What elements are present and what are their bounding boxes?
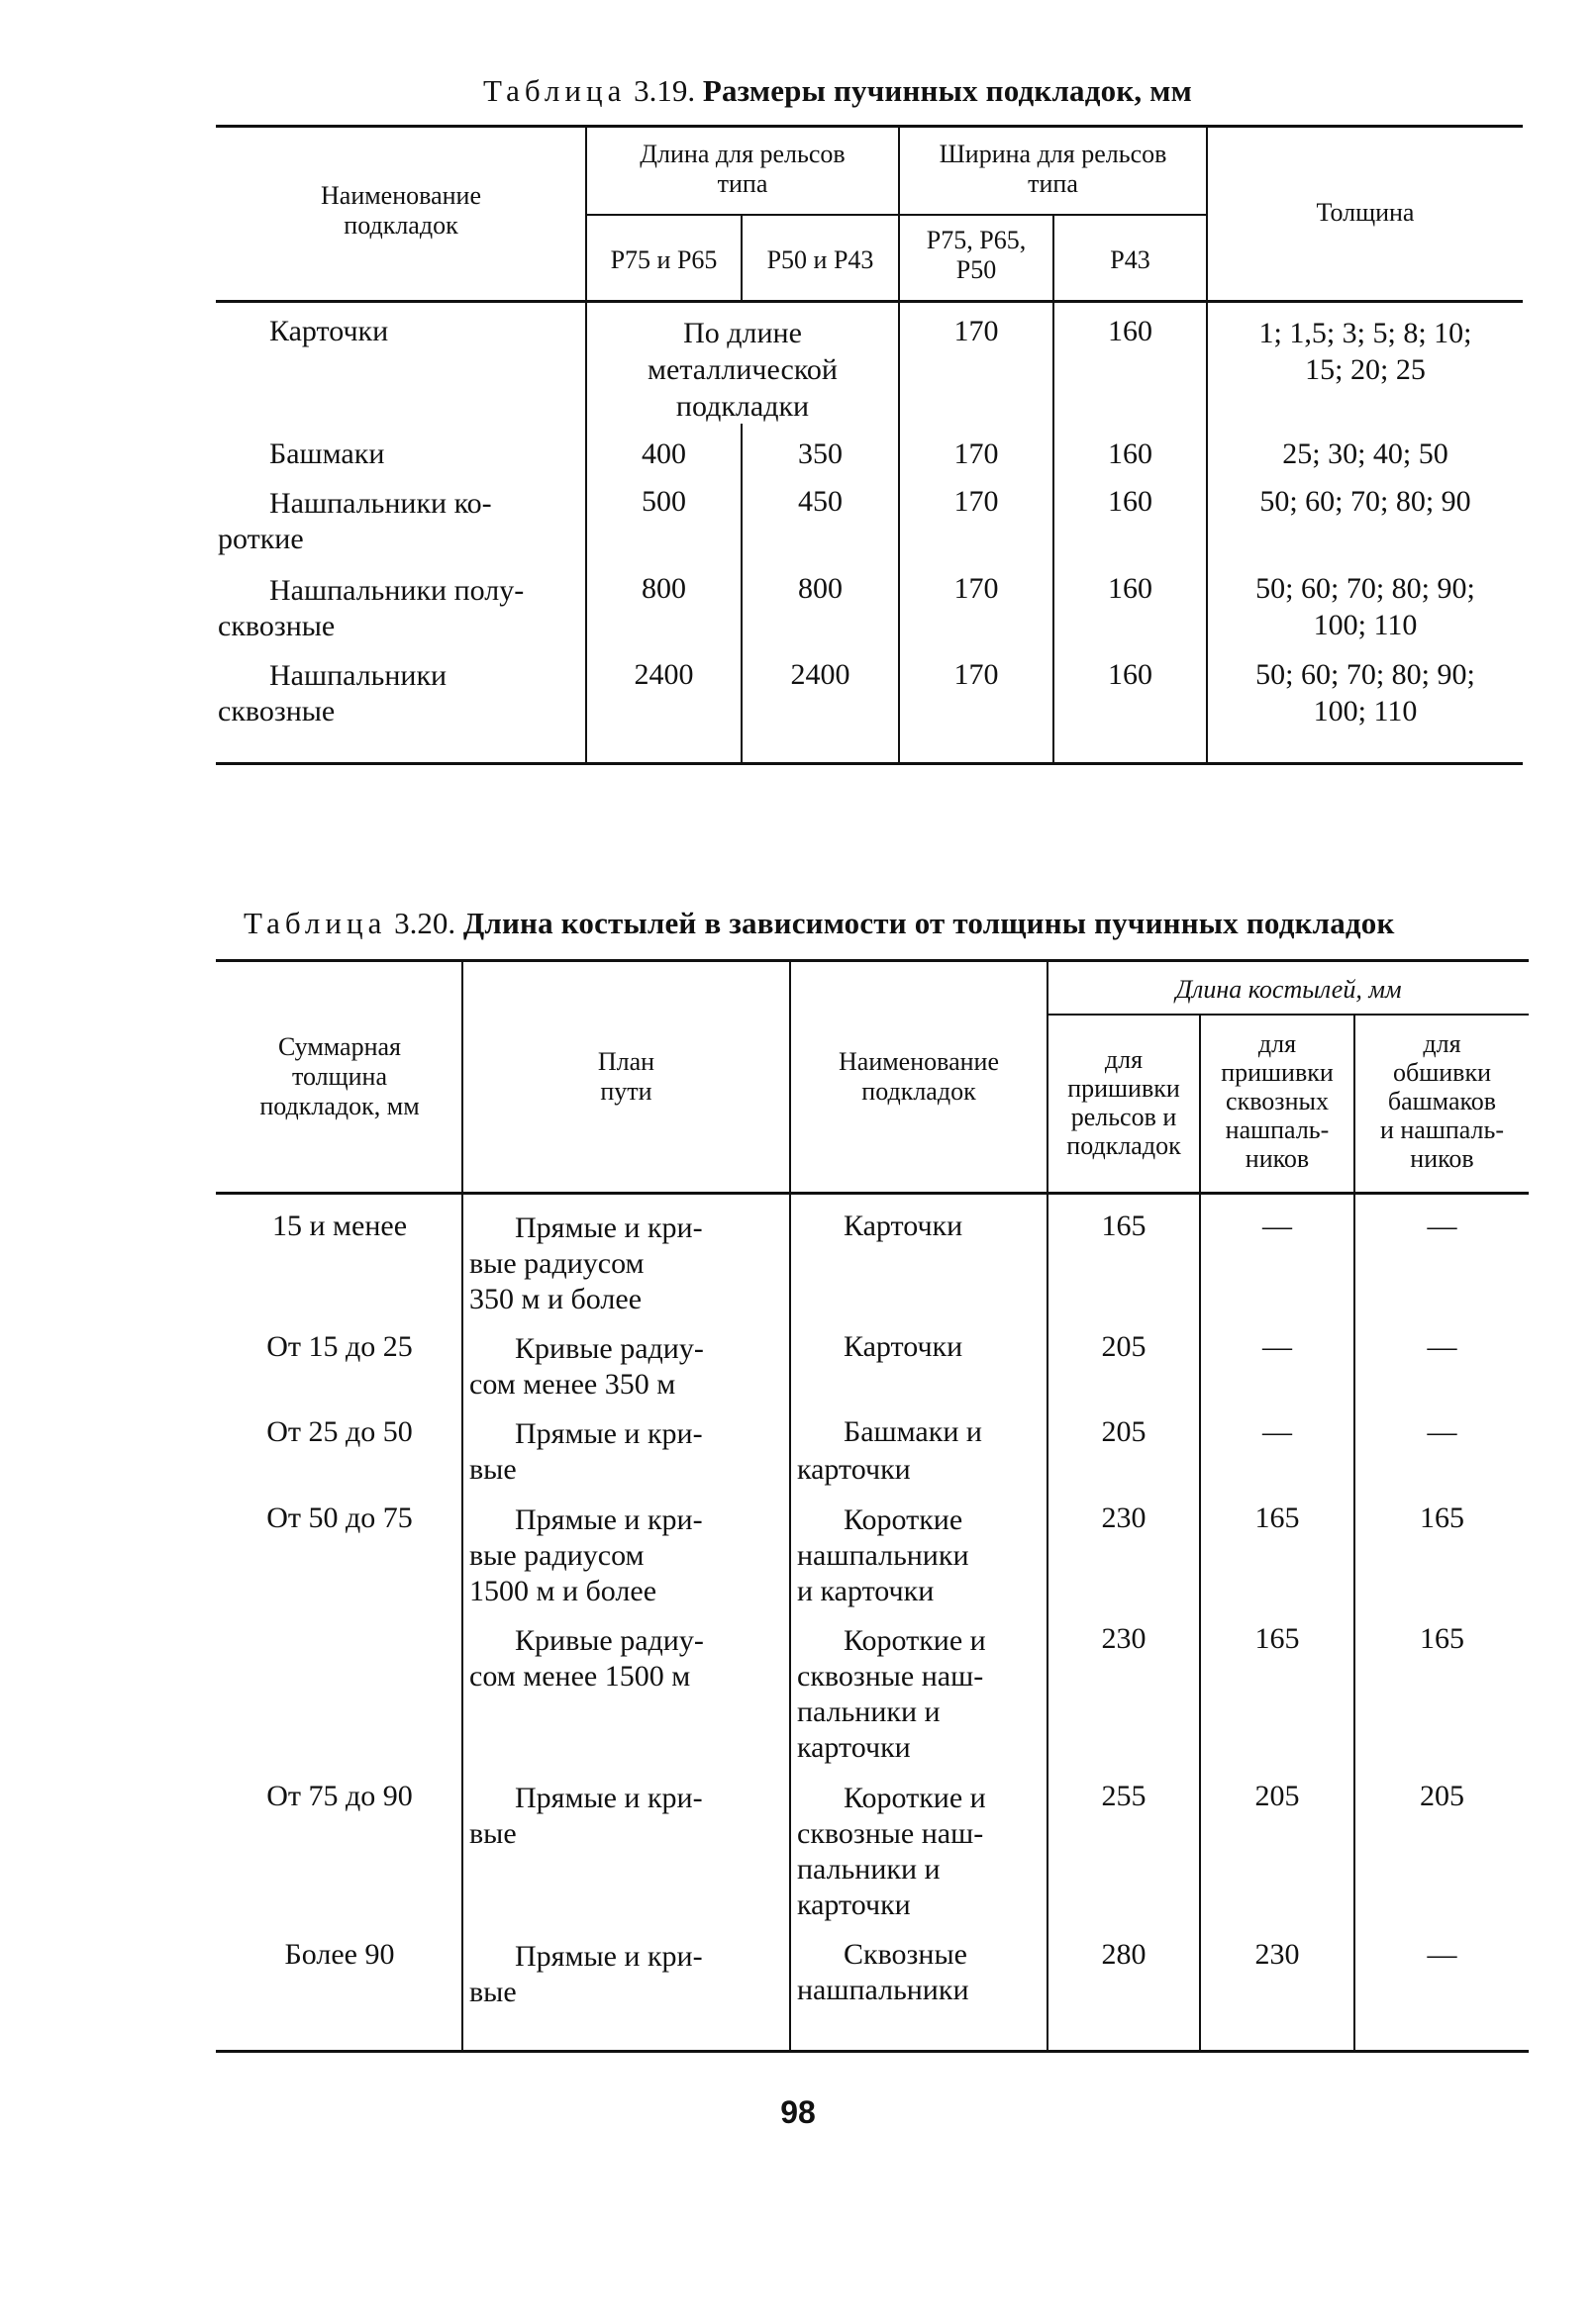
plan-line: Прямые и кри- — [515, 1417, 703, 1450]
plan-line: сом менее 350 м — [469, 1368, 676, 1401]
pad-name-line: Короткие и — [844, 1624, 986, 1657]
plan-line: Прямые и кри- — [515, 1503, 703, 1536]
col-divider — [789, 961, 791, 2051]
header-track-plan: План пути — [597, 1047, 655, 1106]
pad-name-line: сквозные наш- — [797, 1817, 984, 1850]
width-value: 160 — [1108, 658, 1152, 691]
total-thickness: 15 и менее — [271, 1210, 408, 1242]
plan-line: вые — [469, 1817, 517, 1850]
header-p75-p65: Р75 и Р65 — [610, 245, 718, 274]
width-value: 170 — [953, 572, 999, 605]
width-value: 170 — [953, 485, 999, 518]
length-value: 400 — [642, 437, 686, 470]
total-thickness: От 50 до 75 — [266, 1501, 413, 1534]
length-value: 800 — [798, 572, 843, 605]
spike-length: 165 — [1420, 1501, 1464, 1534]
row-name: Нашпальники — [269, 659, 448, 692]
pad-name-line: Сквозные — [844, 1938, 967, 1971]
spike-length: 205 — [1254, 1780, 1300, 1812]
width-value: 160 — [1108, 572, 1152, 605]
spike-length: 205 — [1101, 1330, 1147, 1363]
spike-length: 165 — [1420, 1622, 1464, 1655]
row-name: Карточки — [269, 315, 389, 347]
pad-name-line: карточки — [797, 1453, 911, 1486]
plan-line: 1500 м и более — [469, 1575, 657, 1607]
thickness-value: 50; 60; 70; 80; 90 — [1259, 485, 1471, 518]
header-total-thickness: Суммарная толщина подкладок, мм — [259, 1032, 420, 1120]
header-group-rule — [1047, 1014, 1529, 1016]
header-spike-rails: для пришивки рельсов и подкладок — [1066, 1045, 1181, 1160]
spike-length: 165 — [1254, 1622, 1300, 1655]
page-number: 98 — [780, 2094, 816, 2130]
spike-length: 255 — [1101, 1780, 1147, 1812]
row-name-cont: сквозные — [218, 610, 336, 642]
length-value: 2400 — [634, 658, 694, 691]
plan-line: Кривые радиу- — [515, 1332, 704, 1365]
thickness-value: 1; 1,5; 3; 5; 8; 10; 15; 20; 25 — [1258, 317, 1472, 386]
spike-length: — — [1262, 1210, 1292, 1242]
length-value: 800 — [642, 572, 686, 605]
col-divider — [461, 961, 463, 2051]
spike-length: 165 — [1254, 1501, 1300, 1534]
pad-name-line: нашпальники — [797, 1974, 969, 2006]
plan-line: вые — [469, 1453, 517, 1486]
caption-number: 3.20. — [394, 906, 456, 940]
table-3-19-caption — [483, 73, 1192, 109]
length-value: 450 — [798, 485, 843, 518]
header-p43: Р43 — [1110, 245, 1150, 274]
spike-length: — — [1427, 1415, 1457, 1448]
length-value: 2400 — [790, 658, 850, 691]
plan-line: Прямые и кри- — [515, 1782, 703, 1814]
length-value: 500 — [642, 485, 686, 518]
header-bottom-rule — [216, 300, 1523, 303]
row-name-cont: сквозные — [218, 695, 336, 727]
width-value: 160 — [1108, 437, 1152, 470]
spike-length: 165 — [1101, 1210, 1147, 1242]
plan-line: 350 м и более — [469, 1283, 643, 1315]
plan-line: вые — [469, 1976, 517, 2008]
spike-length: 205 — [1420, 1780, 1464, 1812]
length-merged: По длине металлической подкладки — [648, 317, 838, 423]
pad-name-line: нашпальники — [797, 1539, 969, 1572]
pad-name-line: карточки — [797, 1731, 911, 1764]
header-spike-shoes: для обшивки башмаков и нашпаль- ников — [1379, 1029, 1505, 1173]
spike-length: 205 — [1101, 1415, 1147, 1448]
caption-title: Размеры пучинных подкладок, мм — [702, 73, 1192, 108]
width-value: 160 — [1108, 315, 1152, 347]
caption-title: Длина костылей в зависимости от толщины пучинных подкладок — [462, 906, 1395, 940]
total-thickness: От 75 до 90 — [266, 1780, 413, 1812]
plan-line: вые радиусом — [469, 1247, 645, 1280]
caption-lead: Таблица — [244, 906, 387, 940]
header-p75-p65-p50: Р75, Р65, Р50 — [926, 226, 1027, 284]
spike-length: — — [1427, 1210, 1457, 1242]
header-thickness: Толщина — [1316, 198, 1415, 227]
pad-name-line: и карточки — [797, 1575, 935, 1607]
width-value: 170 — [953, 658, 999, 691]
caption-number: 3.19. — [634, 73, 696, 108]
header-length-group: Длина для рельсов типа — [640, 140, 846, 198]
plan-line: Прямые и кри- — [515, 1940, 703, 1973]
width-value: 160 — [1108, 485, 1152, 518]
spike-length: 230 — [1254, 1938, 1300, 1971]
spike-length: — — [1262, 1415, 1292, 1448]
table-bottom-rule — [216, 762, 1523, 765]
table-top-rule — [216, 959, 1529, 962]
total-thickness: От 15 до 25 — [266, 1330, 413, 1363]
header-spike-length-group: Длина костылей, мм — [1175, 975, 1402, 1004]
header-p50-p43: Р50 и Р43 — [766, 245, 874, 274]
row-name-cont: роткие — [218, 523, 304, 555]
header-spike-through: для пришивки сквозных нашпаль- ников — [1221, 1029, 1334, 1173]
width-value: 170 — [953, 315, 999, 347]
pad-name-line: Карточки — [844, 1210, 963, 1242]
plan-line: Кривые радиу- — [515, 1624, 704, 1657]
width-value: 170 — [953, 437, 999, 470]
pad-name-line: сквозные наш- — [797, 1660, 984, 1693]
plan-line: Прямые и кри- — [515, 1211, 703, 1244]
row-name: Нашпальники ко- — [269, 487, 492, 520]
spike-length: 230 — [1101, 1501, 1147, 1534]
pad-name-line: Короткие и — [844, 1782, 986, 1814]
row-name: Нашпальники полу- — [269, 574, 525, 607]
header-name: Наименование подкладок — [321, 181, 481, 240]
header-bottom-rule — [216, 1192, 1529, 1195]
pad-name-line: Короткие — [844, 1503, 963, 1536]
spike-length: 230 — [1101, 1622, 1147, 1655]
total-thickness: Более 90 — [284, 1938, 395, 1971]
pad-name-line: Башмаки и — [844, 1415, 982, 1448]
thickness-value: 50; 60; 70; 80; 90; 100; 110 — [1255, 572, 1475, 641]
pad-name-line: карточки — [797, 1888, 911, 1921]
caption-lead: Таблица — [483, 73, 627, 108]
plan-line: сом менее 1500 м — [469, 1660, 691, 1693]
spike-length: — — [1427, 1330, 1457, 1363]
length-value: 350 — [798, 437, 843, 470]
pad-name-line: Карточки — [844, 1330, 963, 1363]
thickness-value: 50; 60; 70; 80; 90; 100; 110 — [1255, 658, 1475, 727]
row-name: Башмаки — [269, 437, 385, 470]
pad-name-line: пальники и — [797, 1695, 941, 1728]
spike-length: — — [1262, 1330, 1292, 1363]
spike-length: 280 — [1101, 1938, 1147, 1971]
header-pad-name: Наименование подкладок — [839, 1047, 999, 1106]
pad-name-line: пальники и — [797, 1853, 941, 1886]
header-sub-rule — [586, 214, 1206, 216]
table-3-20-caption — [244, 906, 1395, 941]
total-thickness: От 25 до 50 — [266, 1415, 413, 1448]
table-top-rule — [216, 125, 1523, 128]
spike-length: — — [1427, 1938, 1457, 1971]
plan-line: вые радиусом — [469, 1539, 645, 1572]
header-width-group: Ширина для рельсов типа — [939, 140, 1167, 198]
table-bottom-rule — [216, 2050, 1529, 2053]
thickness-value: 25; 30; 40; 50 — [1282, 437, 1448, 470]
